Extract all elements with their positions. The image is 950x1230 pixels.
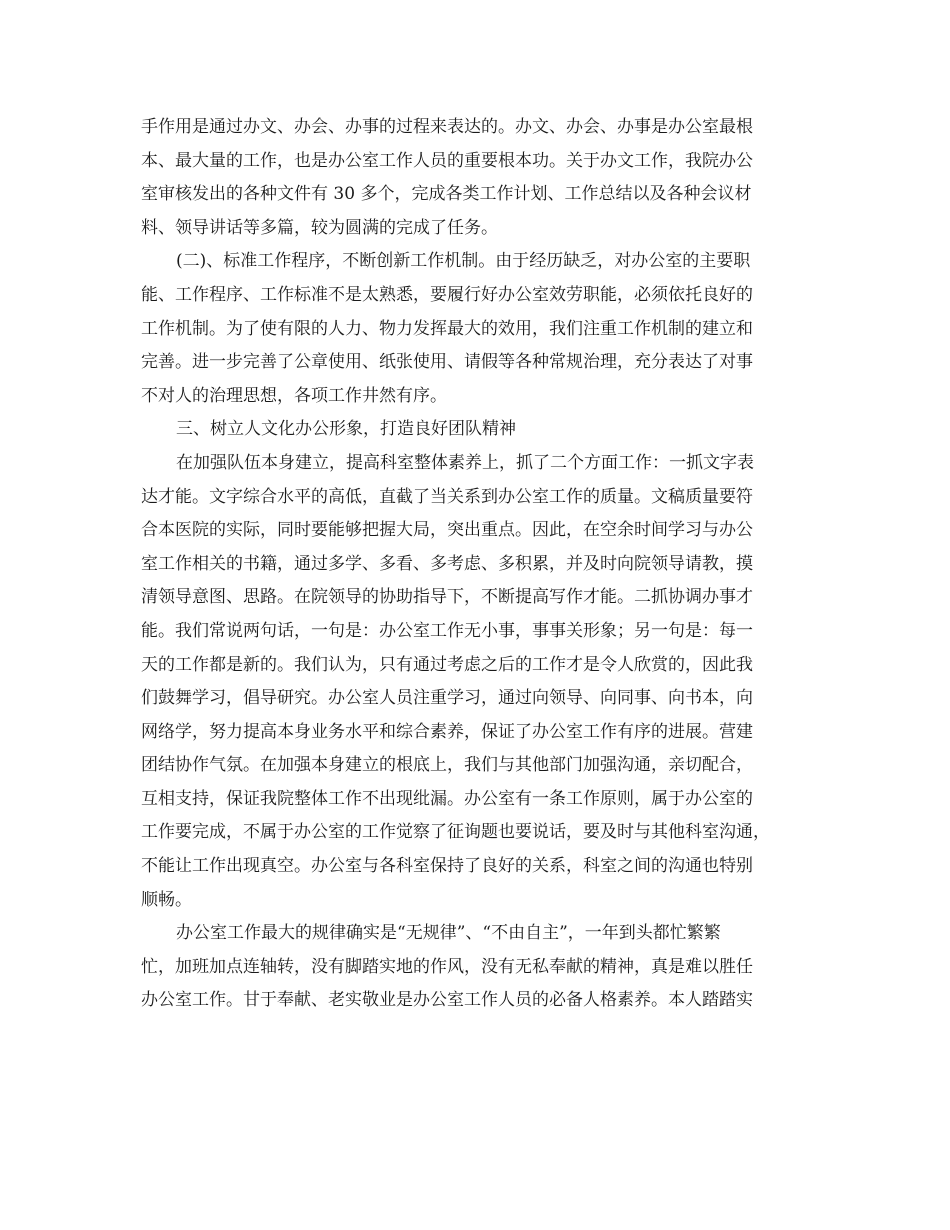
text-line: 办公室工作。甘于奉献、老实敬业是办公室工作人员的必备人格素养。本人踏踏实 (141, 990, 753, 1011)
text-line: 手作用是通过办文、办会、办事的过程来表达的。办文、办会、办事是办公室最根 (141, 117, 753, 137)
text-line: 们鼓舞学习，倡导研究。办公室人员注重学习，通过向领导、向同事、向书本，向 (141, 688, 753, 709)
text-line: 合本医院的实际，同时要能够把握大局，突出重点。因此，在空余时间学习与办公 (141, 520, 753, 541)
text-line: 室审核发出的各种文件有 30 多个，完成各类工作计划、工作总结以及各种会议材 (141, 184, 752, 205)
text-line: 三、树立人文化办公形象，打造良好团队精神 (176, 419, 516, 440)
text-line: 天的工作都是新的。我们认为，只有通过考虑之后的工作才是令人欣赏的，因此我 (141, 654, 753, 675)
text-line: 本、最大量的工作，也是办公室工作人员的重要根本功。关于办文工作，我院办公 (141, 150, 753, 171)
document-page (141, 111, 821, 1018)
text-line: 工作机制。为了使有限的人力、物力发挥最大的效用，我们注重工作机制的建立和 (141, 318, 753, 339)
text-line: 达才能。文字综合水平的高低，直截了当关系到办公室工作的质量。文稿质量要符 (141, 486, 753, 507)
text-line: 办公室工作最大的规律确实是“无规律”、“不由自主”，一年到头都忙繁繁 (176, 923, 721, 944)
text-line: 能。我们常说两句话，一句是：办公室工作无小事，事事关形象；另一句是：每一 (141, 620, 753, 641)
text-line: 完善。进一步完善了公章使用、纸张使用、请假等各种常规治理，充分表达了对事 (141, 352, 753, 373)
text-line: 忙，加班加点连轴转，没有脚踏实地的作风，没有无私奉献的精神，真是难以胜任 (141, 956, 753, 977)
text-line: 不对人的治理思想，各项工作井然有序。 (141, 385, 447, 406)
text-line: 顺畅。 (141, 889, 192, 910)
text-line: 清领导意图、思路。在院领导的协助指导下，不断提高写作才能。二抓协调办事才 (141, 587, 753, 608)
text-line: 室工作相关的书籍，通过多学、多看、多考虑、多积累，并及时向院领导请教，摸 (141, 553, 753, 574)
text-line: 网络学，努力提高本身业务水平和综合素养，保证了办公室工作有序的进展。营建 (141, 721, 753, 742)
text-line: (二)、标准工作程序，不断创新工作机制。由于经历缺乏，对办公室的主要职 (176, 251, 751, 272)
text-line: 不能让工作出现真空。办公室与各科室保持了良好的关系，科室之间的沟通也特别 (141, 856, 753, 877)
text-line: 在加强队伍本身建立，提高科室整体素养上，抓了二个方面工作：一抓文字表 (176, 452, 754, 473)
text-line: 团结协作气氛。在加强本身建立的根底上，我们与其他部门加强沟通，亲切配合， (141, 755, 753, 776)
text-line: 料、领导讲话等多篇，较为圆满的完成了任务。 (141, 217, 498, 238)
text-line: 互相支持，保证我院整体工作不出现纰漏。办公室有一条工作原则，属于办公室的 (141, 788, 753, 809)
text-line: 能、工作程序、工作标准不是太熟悉，要履行好办公室效劳职能，必须依托良好的 (141, 284, 753, 305)
text-line: 工作要完成，不属于办公室的工作觉察了征询题也要说话，要及时与其他科室沟通， (141, 822, 770, 843)
